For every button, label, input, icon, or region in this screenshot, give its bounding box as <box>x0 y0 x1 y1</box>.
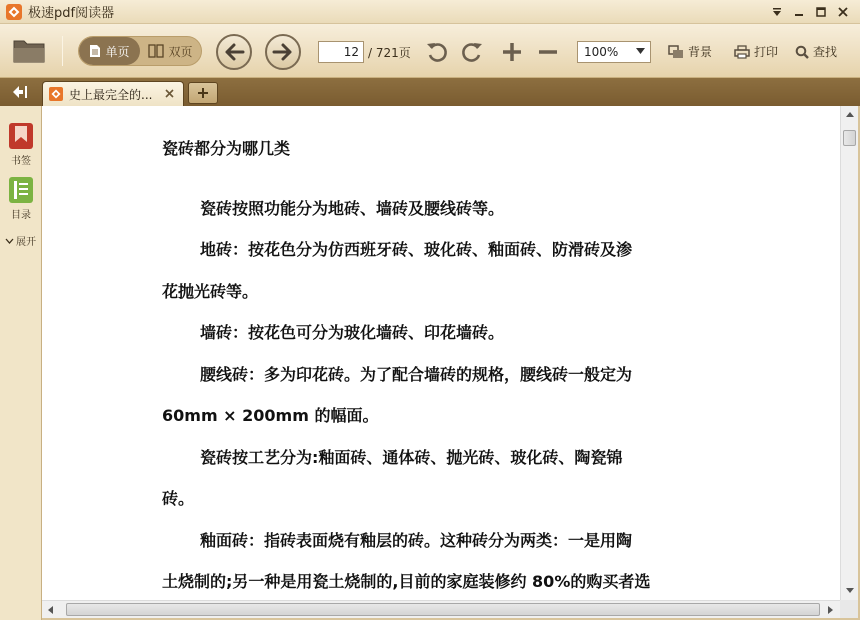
table-of-contents-icon <box>8 176 34 204</box>
single-page-button[interactable] <box>79 37 140 65</box>
paragraph-line: 地砖：按花色分为仿西班牙砖、玻化砖、釉面砖、防滑砖及渗 <box>200 240 633 259</box>
vertical-scroll-thumb[interactable] <box>843 130 856 146</box>
search-label: 查找 <box>813 45 838 59</box>
table-of-contents-button[interactable] <box>0 176 42 221</box>
document-tab[interactable] <box>42 81 184 106</box>
page-number-input[interactable] <box>318 41 364 63</box>
view-mode-toggle <box>78 36 202 66</box>
pdf-file-icon <box>49 87 63 101</box>
bookmarks-label: 书签 <box>11 156 31 167</box>
open-folder-icon[interactable] <box>12 35 46 65</box>
expand-label: 展开 <box>16 237 36 248</box>
collapse-sidebar-icon <box>12 85 28 99</box>
paragraph-line: 瓷砖按工艺分为:釉面砖、通体砖、抛光砖、玻化砖、陶瓷锦 <box>200 448 623 467</box>
arrow-left-icon <box>223 42 245 62</box>
collapse-sidebar-button[interactable] <box>0 78 40 106</box>
background-icon <box>668 45 684 59</box>
rotate-right-icon[interactable] <box>460 40 484 64</box>
arrow-right-icon <box>272 42 294 62</box>
print-button[interactable] <box>734 43 778 60</box>
zoom-in-icon[interactable] <box>500 40 524 64</box>
scrollbar-corner <box>840 600 858 618</box>
paragraph-line: 砖。 <box>162 489 195 508</box>
document-viewport[interactable] <box>42 106 840 600</box>
scroll-up-arrow[interactable] <box>841 106 858 123</box>
previous-page-button[interactable] <box>216 34 252 70</box>
menu-dropdown-icon[interactable] <box>766 2 788 22</box>
tab-label: 史上最完全的... <box>69 87 153 102</box>
close-button[interactable] <box>832 2 854 22</box>
bookmarks-button[interactable] <box>0 122 42 167</box>
scroll-right-arrow[interactable] <box>822 601 839 618</box>
close-tab-icon[interactable] <box>165 87 174 101</box>
minimize-button[interactable] <box>788 2 810 22</box>
scroll-left-arrow[interactable] <box>42 601 59 618</box>
background-label: 背景 <box>688 45 713 59</box>
toolbar <box>0 24 860 78</box>
zoom-level-value: 100% <box>584 45 619 59</box>
rotate-left-icon[interactable] <box>425 40 449 64</box>
double-page-label: 双页 <box>168 44 193 59</box>
print-label: 打印 <box>754 45 779 59</box>
chevron-down-icon <box>5 238 14 244</box>
printer-icon <box>734 45 750 59</box>
expand-sidebar-button[interactable] <box>5 233 36 248</box>
app-logo-icon <box>6 4 22 20</box>
single-page-label: 单页 <box>105 44 130 59</box>
window-controls <box>766 2 854 22</box>
tab-bar <box>0 78 860 106</box>
paragraph-line: 釉面砖：指砖表面烧有釉层的砖。这种砖分为两类：一是用陶 <box>200 531 633 550</box>
bookmark-icon <box>8 122 34 150</box>
scroll-down-arrow[interactable] <box>841 582 858 599</box>
horizontal-scrollbar[interactable] <box>42 600 840 618</box>
double-page-icon <box>148 44 164 58</box>
table-of-contents-label: 目录 <box>11 210 31 221</box>
paragraph-line: 墙砖：按花色可分为玻化墙砖、印花墙砖。 <box>200 323 505 342</box>
paragraph-line: 土烧制的;另一种是用瓷土烧制的,目前的家庭装修约 80%的购买者选 <box>162 572 651 591</box>
maximize-button[interactable] <box>810 2 832 22</box>
zoom-level-select[interactable] <box>577 41 651 63</box>
toolbar-divider <box>62 36 63 66</box>
double-page-button[interactable] <box>140 37 201 65</box>
paragraph-line: 60mm × 200mm 的幅面。 <box>162 406 379 425</box>
zoom-out-icon[interactable] <box>536 40 560 64</box>
document-heading: 瓷砖都分为哪几类 <box>162 139 291 158</box>
paragraph-line: 瓷砖按照功能分为地砖、墙砖及腰线砖等。 <box>200 199 505 218</box>
chevron-down-icon <box>636 47 650 57</box>
search-icon <box>795 45 809 59</box>
left-sidebar <box>0 106 42 620</box>
next-page-button[interactable] <box>265 34 301 70</box>
paragraph-line: 腰线砖：多为印花砖。为了配合墙砖的规格，腰线砖一般定为 <box>200 365 633 384</box>
background-button[interactable] <box>668 43 712 60</box>
title-bar <box>0 0 860 24</box>
vertical-scrollbar[interactable] <box>840 106 858 600</box>
app-title: 极速pdf阅读器 <box>28 6 115 21</box>
new-tab-button[interactable] <box>188 82 218 104</box>
horizontal-scroll-thumb[interactable] <box>66 603 820 616</box>
search-button[interactable] <box>795 43 837 60</box>
total-pages-label: / 721页 <box>368 46 411 60</box>
plus-icon <box>197 87 209 99</box>
paragraph-line: 花抛光砖等。 <box>162 282 259 301</box>
single-page-icon <box>89 44 101 58</box>
